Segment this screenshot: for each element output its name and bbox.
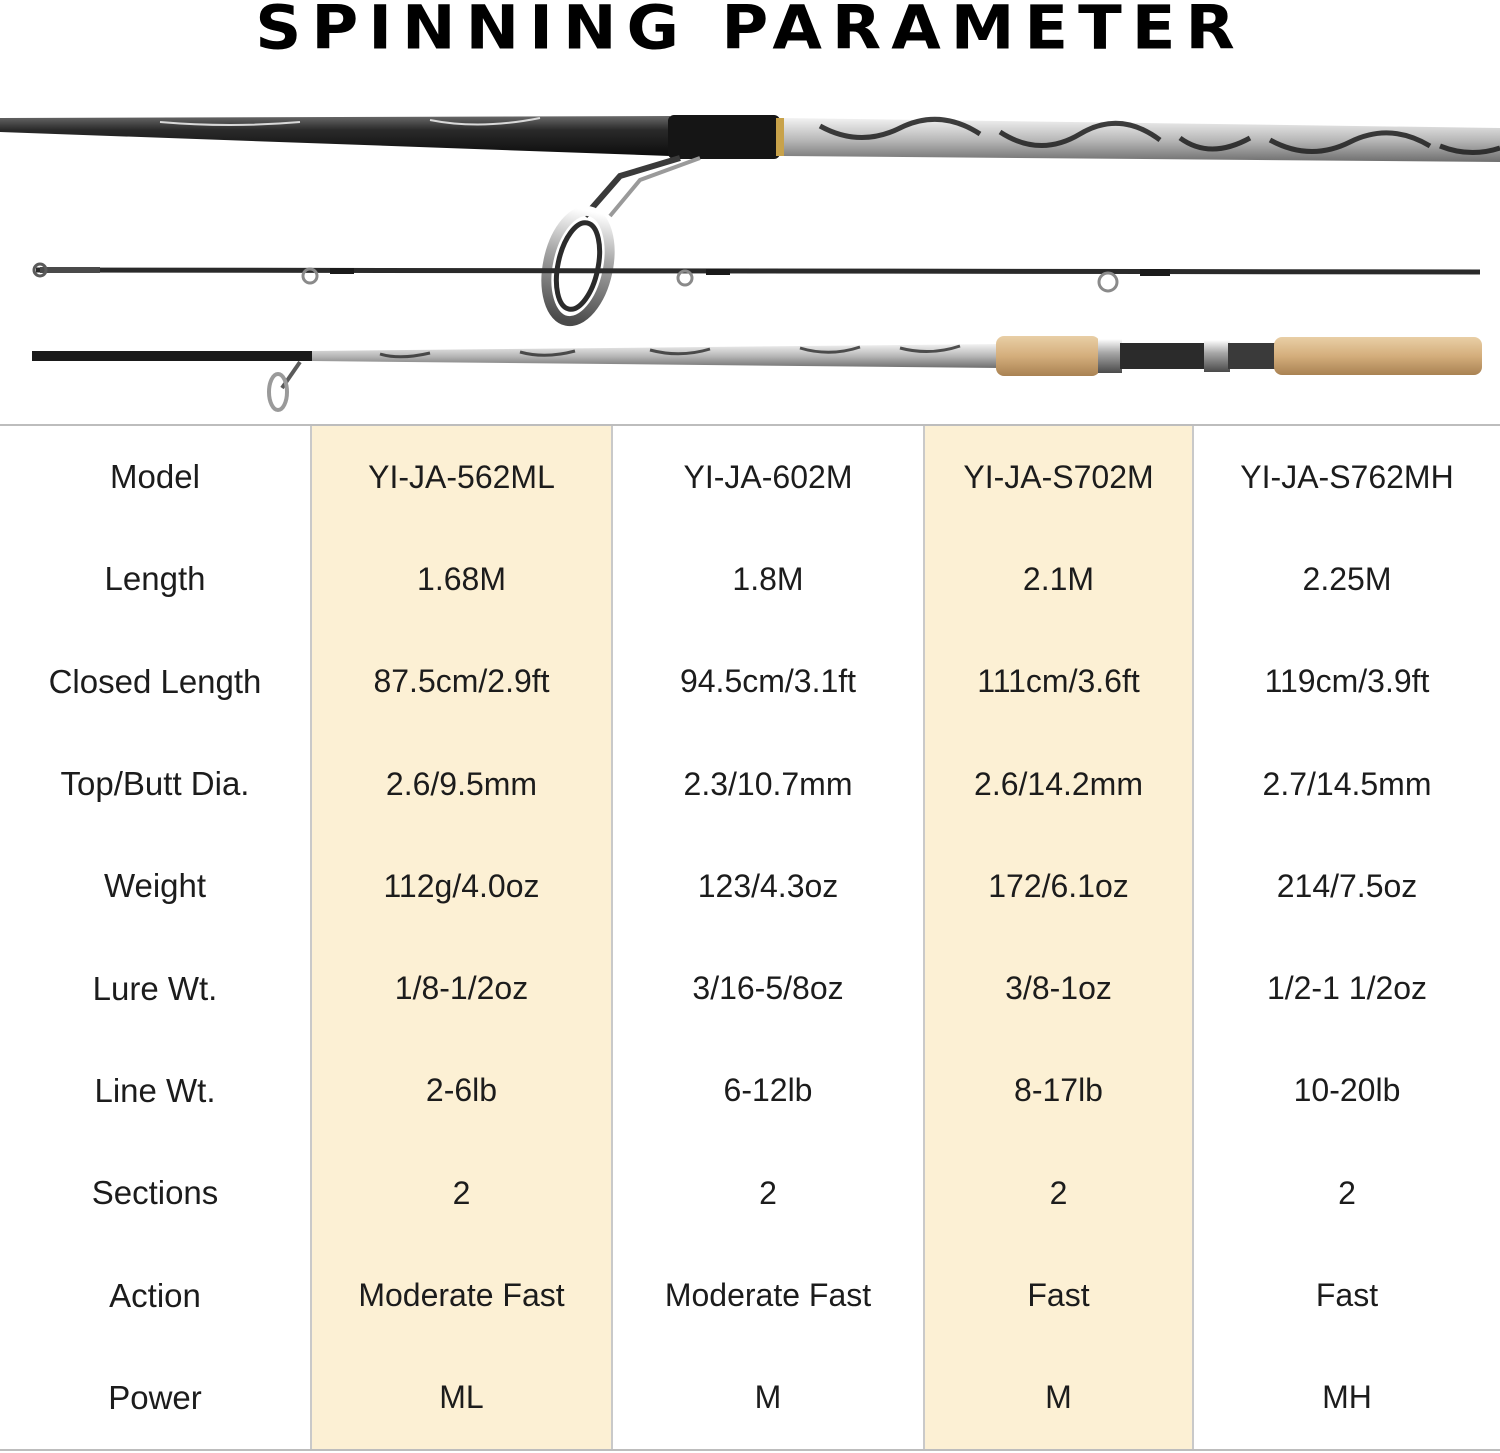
table-cell: 2 bbox=[1193, 1142, 1500, 1244]
row-label: Length bbox=[104, 560, 206, 598]
rod-tip-section bbox=[34, 264, 1480, 291]
table-cell: 1/8-1/2oz bbox=[311, 937, 612, 1039]
table-cell: 3/8-1oz bbox=[924, 937, 1193, 1039]
table-cell: 2.1M bbox=[924, 528, 1193, 630]
table-cell: 2 bbox=[612, 1142, 924, 1244]
table-cell: Fast bbox=[924, 1244, 1193, 1346]
table-cell: 2.7/14.5mm bbox=[1193, 733, 1500, 835]
row-label: Model bbox=[110, 458, 200, 496]
table-cell: 111cm/3.6ft bbox=[924, 631, 1193, 733]
table-row-length bbox=[0, 528, 1500, 630]
row-label: Weight bbox=[103, 867, 207, 905]
row-label: Closed Length bbox=[48, 662, 262, 700]
table-cell: 119cm/3.9ft bbox=[1193, 631, 1500, 733]
table-cell: 1.8M bbox=[612, 528, 924, 630]
table-cell: 6-12lb bbox=[612, 1040, 924, 1142]
table-cell: M bbox=[612, 1347, 924, 1449]
table-cell: 2-6lb bbox=[311, 1040, 612, 1142]
table-cell: 2 bbox=[924, 1142, 1193, 1244]
row-label: Lure Wt. bbox=[92, 969, 218, 1007]
table-cell: 2 bbox=[311, 1142, 612, 1244]
table-cell: 10-20lb bbox=[1193, 1040, 1500, 1142]
table-cell: 123/4.3oz bbox=[612, 835, 924, 937]
table-cell: 2.25M bbox=[1193, 528, 1500, 630]
row-label: Action bbox=[109, 1276, 201, 1314]
table-bottom-border bbox=[0, 1449, 1500, 1451]
row-label: Sections bbox=[91, 1174, 219, 1212]
table-cell: YI-JA-602M bbox=[612, 426, 924, 528]
table-cell: 2.6/9.5mm bbox=[311, 733, 612, 835]
table-row-lure-weight bbox=[0, 937, 1500, 1039]
table-cell: 87.5cm/2.9ft bbox=[311, 631, 612, 733]
table-cell: Moderate Fast bbox=[311, 1244, 612, 1346]
table-row-closed-length bbox=[0, 631, 1500, 733]
table-cell: MH bbox=[1193, 1347, 1500, 1449]
rod-closeup bbox=[0, 115, 1500, 327]
rod-butt-section bbox=[32, 336, 1482, 410]
table-cell: YI-JA-562ML bbox=[311, 426, 612, 528]
table-cell: 112g/4.0oz bbox=[311, 835, 612, 937]
table-cell: M bbox=[924, 1347, 1193, 1449]
table-row-action bbox=[0, 1244, 1500, 1346]
table-row-diameter bbox=[0, 733, 1500, 835]
parameter-table bbox=[0, 426, 1500, 1449]
table-cell: 8-17lb bbox=[924, 1040, 1193, 1142]
table-row-model bbox=[0, 426, 1500, 528]
table-cell: 1.68M bbox=[311, 528, 612, 630]
table-row-sections bbox=[0, 1142, 1500, 1244]
table-cell: ML bbox=[311, 1347, 612, 1449]
table-cell: 2.3/10.7mm bbox=[612, 733, 924, 835]
table-cell: YI-JA-S702M bbox=[924, 426, 1193, 528]
table-cell: Moderate Fast bbox=[612, 1244, 924, 1346]
rod-product-image bbox=[0, 88, 1500, 428]
table-cell: 214/7.5oz bbox=[1193, 835, 1500, 937]
row-label: Power bbox=[108, 1378, 202, 1416]
row-label: Line Wt. bbox=[94, 1071, 216, 1109]
row-label: Top/Butt Dia. bbox=[60, 765, 250, 803]
table-cell: 2.6/14.2mm bbox=[924, 733, 1193, 835]
table-row-line-weight bbox=[0, 1040, 1500, 1142]
table-cell: Fast bbox=[1193, 1244, 1500, 1346]
page-title: SPINNING PARAMETER bbox=[255, 0, 1245, 64]
table-cell: YI-JA-S762MH bbox=[1193, 426, 1500, 528]
table-cell: 172/6.1oz bbox=[924, 835, 1193, 937]
table-row-power bbox=[0, 1347, 1500, 1449]
table-row-weight bbox=[0, 835, 1500, 937]
table-cell: 3/16-5/8oz bbox=[612, 937, 924, 1039]
table-cell: 94.5cm/3.1ft bbox=[612, 631, 924, 733]
table-cell: 1/2-1 1/2oz bbox=[1193, 937, 1500, 1039]
